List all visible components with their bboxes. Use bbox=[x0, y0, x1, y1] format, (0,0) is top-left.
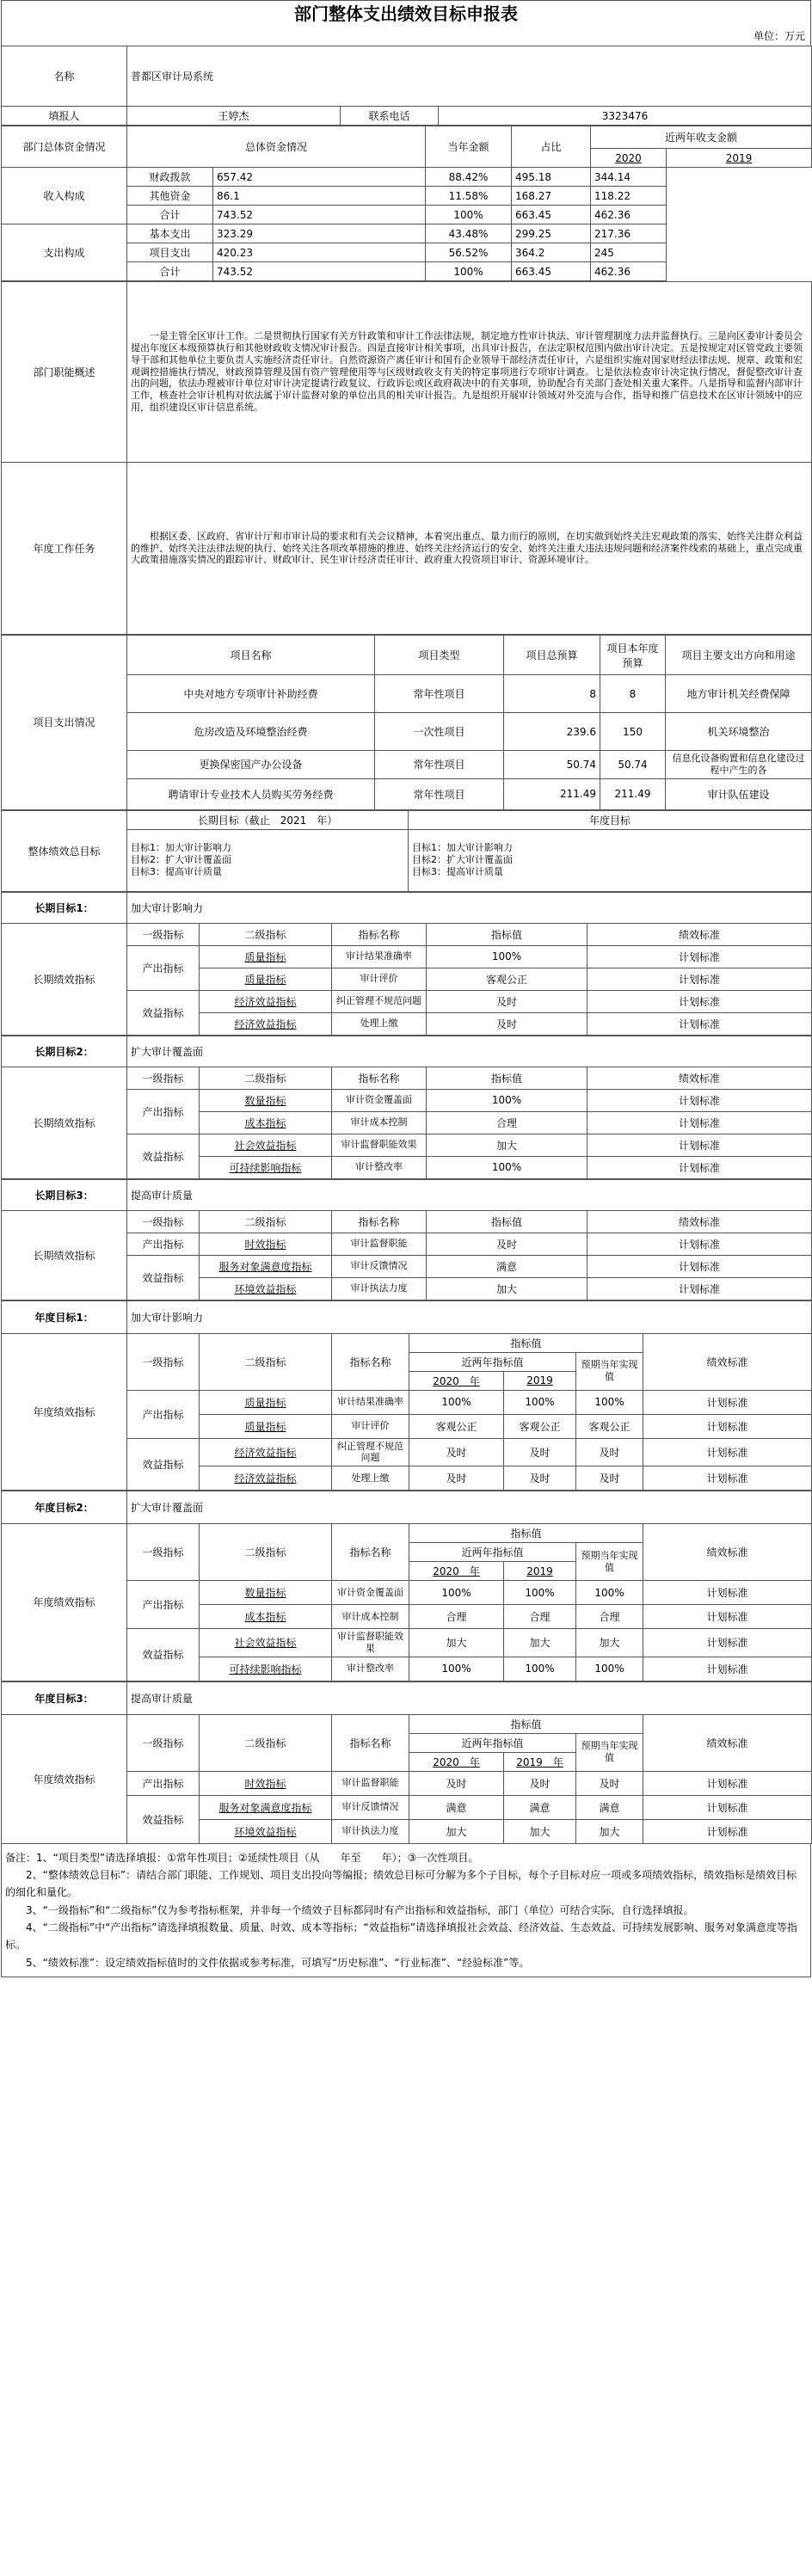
long-target-goal: 扩大审计覆盖面 bbox=[127, 1036, 812, 1067]
level2-indicator: 质量指标 bbox=[200, 968, 332, 990]
level2-indicator: 经济效益指标 bbox=[200, 990, 332, 1012]
expense-item-year1: 364.2 bbox=[512, 243, 591, 262]
long-header-name: 指标名称 bbox=[332, 1210, 427, 1233]
income-item-year1: 495.18 bbox=[512, 168, 591, 187]
long-goal-list bbox=[127, 829, 409, 891]
expense-item-ratio: 100% bbox=[426, 262, 512, 281]
indicator-value-y2: 及时 bbox=[504, 1438, 576, 1466]
year-target-goal: 提高审计质量 bbox=[127, 1681, 812, 1714]
funding-header-current: 当年金额 bbox=[426, 126, 512, 168]
performance-standard: 计划标准 bbox=[643, 1629, 812, 1657]
expense-item-year2: 217.36 bbox=[591, 224, 667, 243]
year-target-table bbox=[1, 1300, 812, 1491]
indicator-value-y1: 100% bbox=[409, 1390, 504, 1414]
level1-indicator: 效益指标 bbox=[127, 990, 200, 1035]
income-label: 收入构成 bbox=[2, 168, 127, 224]
year-header-recent: 近两年指标值 bbox=[409, 1543, 576, 1562]
year-targets-section bbox=[1, 1300, 811, 1844]
income-item-current: 657.42 bbox=[213, 168, 426, 187]
project-type: 常年性项目 bbox=[375, 778, 504, 809]
income-item-year2: 462.36 bbox=[591, 206, 667, 224]
indicator-expected: 及时 bbox=[576, 1438, 643, 1466]
name-value: 普都区审计局系统 bbox=[127, 46, 812, 107]
year-header-expect: 预期当年实现值 bbox=[576, 1543, 643, 1581]
expense-label: 支出构成 bbox=[2, 224, 127, 281]
level2-indicator: 服务对象满意度指标 bbox=[200, 1255, 332, 1277]
note-line: 4、“二级指标”中“产出指标”请选择填报数量、质量、时效、成本等指标；“效益指标”请选择填报社会效益、经济效益、生态效益、可持续发展影响、服务对象满意度等指标。 bbox=[5, 1921, 797, 1952]
year-header-y2: 2019 bbox=[504, 1371, 576, 1390]
year-goal-header: 年度目标 bbox=[409, 810, 812, 829]
project-use: 地方审计机关经费保障 bbox=[666, 675, 812, 713]
performance-standard: 计划标准 bbox=[587, 945, 812, 968]
level2-indicator: 质量指标 bbox=[200, 1390, 332, 1414]
duty-text: 一是主管全区审计工作。二是贯彻执行国家有关方针政策和审计工作法律法规，制定地方性审计执法、审计管理制度力法并监督执行。三是向区委审计委员会提出年度区本级预算执行和其他财政收支情况审计报告。四是直接审计相关事项，出具审计报告，在法定职权范围内做出审计决定。五是按规定对区管党政主要领导干部和其他单位主要负责人实施经济责任审计。自然资源资产离任审计和国有企业领导干部经济责任审计，六是组织实施对国家财经法律法规、规章、政策和宏观调控措施执行情况，财政预算管理及国有资产管理使用等与区级财政收支有关的特定事项进行专项审计调查。七是依法检查审计决定执行情况，督促整改审计查出的问题，依法办理被审计单位对审计决定提请行政复议、行政诉讼或区政府裁决中的有关事项，协助配合有关部门查处相关重大案件。八是指导和监督内部审计工作，核查社会审计机构对依法属于审计监督对象的单位出具的相关审计报告。九是组织开展审计领域对外交流与合作，指导和推广信息技术在区审计领域中的应用，组织建设区审计信息系统。 bbox=[127, 282, 812, 463]
indicator-expected: 满意 bbox=[576, 1795, 643, 1819]
indicator-value-y2: 客观公正 bbox=[504, 1414, 576, 1438]
note-line: 备注：1、“项目类型”请选择填报：①常年性项目；②延续性项目（从 年至 年）；③一次性项目。 bbox=[5, 1851, 479, 1864]
indicator-value-y2: 加大 bbox=[504, 1629, 576, 1657]
unit-label: 单位：万元 bbox=[1, 27, 811, 46]
year-goal-item: 目标1：加大审计影响力 bbox=[412, 842, 513, 854]
year-header-recent: 近两年指标值 bbox=[409, 1733, 576, 1752]
indicator-name: 审计资金覆盖面 bbox=[332, 1089, 427, 1111]
year-target-title: 年度目标2： bbox=[2, 1491, 127, 1524]
phone-value: 3323476 bbox=[439, 107, 812, 126]
long-target-goal: 提高审计质量 bbox=[127, 1179, 812, 1210]
indicator-value: 客观公正 bbox=[427, 968, 587, 990]
level2-indicator: 社会效益指标 bbox=[200, 1134, 332, 1156]
year-header-expect: 预期当年实现值 bbox=[576, 1733, 643, 1771]
project-total: 50.74 bbox=[504, 751, 600, 779]
level2-indicator: 可持续影响指标 bbox=[200, 1156, 332, 1178]
expense-item-current: 420.23 bbox=[213, 243, 426, 262]
level2-indicator: 环境效益指标 bbox=[200, 1277, 332, 1300]
year-header-y1: 2020 年 bbox=[409, 1371, 504, 1390]
income-item-ratio: 88.42% bbox=[426, 168, 512, 187]
indicator-name: 审计执法力度 bbox=[332, 1819, 409, 1843]
level2-indicator: 时效指标 bbox=[200, 1771, 332, 1795]
filler-label: 填报人 bbox=[2, 107, 127, 126]
indicator-value-y2: 及时 bbox=[504, 1771, 576, 1795]
long-target-title: 长期目标1： bbox=[2, 892, 127, 923]
year-header-std: 绩效标准 bbox=[643, 1524, 812, 1581]
indicator-name: 纠正管理不规范问题 bbox=[332, 1438, 409, 1466]
year-header-y2: 2019 bbox=[504, 1562, 576, 1581]
level2-indicator: 社会效益指标 bbox=[200, 1629, 332, 1657]
year-side-label: 年度绩效指标 bbox=[2, 1714, 127, 1843]
performance-standard: 计划标准 bbox=[587, 1255, 812, 1277]
name-label: 名称 bbox=[2, 46, 127, 107]
indicator-name: 审计成本控制 bbox=[332, 1111, 427, 1134]
projects-header-type: 项目类型 bbox=[375, 636, 504, 675]
indicator-value: 及时 bbox=[427, 1012, 587, 1035]
year-target-table bbox=[1, 1681, 812, 1844]
income-item-year2: 344.14 bbox=[591, 168, 667, 187]
indicator-value-y1: 100% bbox=[409, 1657, 504, 1681]
indicator-value-y1: 加大 bbox=[409, 1819, 504, 1843]
indicator-name: 审计成本控制 bbox=[332, 1605, 409, 1629]
duty-label: 部门职能概述 bbox=[2, 282, 127, 463]
long-header-level1: 一级指标 bbox=[127, 1067, 200, 1089]
indicator-name: 审计执法力度 bbox=[332, 1277, 427, 1300]
indicator-expected: 100% bbox=[576, 1657, 643, 1681]
long-target-table bbox=[1, 1036, 812, 1179]
indicator-value: 及时 bbox=[427, 990, 587, 1012]
notes-section bbox=[1, 1844, 811, 1978]
year-goal-item: 目标2：扩大审计覆盖面 bbox=[412, 854, 513, 866]
year-header-level2: 二级指标 bbox=[200, 1524, 332, 1581]
long-header-value: 指标值 bbox=[427, 923, 587, 945]
year-header-value: 指标值 bbox=[409, 1714, 643, 1733]
duty-table bbox=[1, 281, 812, 635]
level2-indicator: 经济效益指标 bbox=[200, 1466, 332, 1491]
funding-year1: 2020 bbox=[591, 149, 667, 168]
level2-indicator: 数量指标 bbox=[200, 1089, 332, 1111]
indicator-value: 满意 bbox=[427, 1255, 587, 1277]
year-header-name: 指标名称 bbox=[332, 1524, 409, 1581]
year-header-value: 指标值 bbox=[409, 1524, 643, 1543]
project-year: 211.49 bbox=[600, 778, 666, 809]
long-target-goal: 加大审计影响力 bbox=[127, 892, 812, 923]
performance-standard: 计划标准 bbox=[643, 1795, 812, 1819]
year-header-std: 绩效标准 bbox=[643, 1714, 812, 1771]
level2-indicator: 服务对象满意度指标 bbox=[200, 1795, 332, 1819]
form-page bbox=[1, 0, 811, 1977]
indicator-expected: 100% bbox=[576, 1581, 643, 1605]
long-header-value: 指标值 bbox=[427, 1210, 587, 1233]
level1-indicator: 产出指标 bbox=[127, 1771, 200, 1795]
long-target-title: 长期目标2： bbox=[2, 1036, 127, 1067]
projects-header-name: 项目名称 bbox=[127, 636, 375, 675]
performance-standard: 计划标准 bbox=[587, 1277, 812, 1300]
long-header-level1: 一级指标 bbox=[127, 1210, 200, 1233]
projects-header-total: 项目总预算 bbox=[504, 636, 600, 675]
year-header-expect: 预期当年实现值 bbox=[576, 1352, 643, 1390]
indicator-value-y2: 满意 bbox=[504, 1795, 576, 1819]
level2-indicator: 质量指标 bbox=[200, 1414, 332, 1438]
performance-standard: 计划标准 bbox=[587, 1233, 812, 1255]
annual-task-label: 年度工作任务 bbox=[2, 463, 127, 635]
indicator-value-y2: 100% bbox=[504, 1581, 576, 1605]
project-use: 审计队伍建设 bbox=[666, 778, 812, 809]
indicator-value: 加大 bbox=[427, 1277, 587, 1300]
performance-standard: 计划标准 bbox=[587, 1134, 812, 1156]
year-header-name: 指标名称 bbox=[332, 1714, 409, 1771]
performance-standard: 计划标准 bbox=[587, 968, 812, 990]
long-header-std: 绩效标准 bbox=[587, 1210, 812, 1233]
indicator-value-y1: 加大 bbox=[409, 1629, 504, 1657]
indicator-name: 审计反馈情况 bbox=[332, 1795, 409, 1819]
indicator-value-y2: 合理 bbox=[504, 1605, 576, 1629]
performance-standard: 计划标准 bbox=[643, 1657, 812, 1681]
performance-standard: 计划标准 bbox=[643, 1819, 812, 1843]
indicator-value-y2: 及时 bbox=[504, 1466, 576, 1491]
year-header-y1: 2020 年 bbox=[409, 1752, 504, 1771]
long-header-name: 指标名称 bbox=[332, 923, 427, 945]
year-header-level2: 二级指标 bbox=[200, 1714, 332, 1771]
indicator-name: 审计结果准确率 bbox=[332, 945, 427, 968]
indicator-name: 审计整改率 bbox=[332, 1657, 409, 1681]
long-side-label: 长期绩效指标 bbox=[2, 1210, 127, 1300]
year-header-value: 指标值 bbox=[409, 1333, 643, 1352]
indicator-name: 审计整改率 bbox=[332, 1156, 427, 1178]
basic-info-table bbox=[1, 46, 812, 126]
indicator-name: 处理上缴 bbox=[332, 1466, 409, 1491]
indicator-name: 审计监督职能效果 bbox=[332, 1629, 409, 1657]
indicator-name: 审计结果准确率 bbox=[332, 1390, 409, 1414]
year-header-recent: 近两年指标值 bbox=[409, 1352, 576, 1371]
annual-task-text: 根据区委、区政府、省审计厅和市审计局的要求和有关会议精神，本着突出重点、量力而行的原则，在切实做到始终关注宏观政策的落实、始终关注群众利益的维护、始终关注法律法规的执行、始终关注各项改革措施的推进、始终关注经济运行的安全、始终关注重大违法违规问题和经济案件线索的基础上，重点完成重大政策措施落实情况的跟踪审计、财政审计、民生审计经济责任审计、政府重大投资项目审计、资源环境审计。 bbox=[127, 463, 812, 635]
expense-item-current: 323.29 bbox=[213, 224, 426, 243]
indicator-name: 审计资金覆盖面 bbox=[332, 1581, 409, 1605]
indicator-name: 处理上缴 bbox=[332, 1012, 427, 1035]
indicator-value-y1: 合理 bbox=[409, 1605, 504, 1629]
long-header-std: 绩效标准 bbox=[587, 1067, 812, 1089]
long-target-title: 长期目标3： bbox=[2, 1179, 127, 1210]
note-line: 2、“整体绩效总目标”：请结合部门职能、工作规划、项目支出投向等编报；绩效总目标可分解为多个子目标，每个子目标对应一项或多项绩效指标，绩效指标是绩效目标的细化和量化。 bbox=[5, 1868, 797, 1899]
indicator-expected: 客观公正 bbox=[576, 1414, 643, 1438]
level2-indicator: 环境效益指标 bbox=[200, 1819, 332, 1843]
level2-indicator: 经济效益指标 bbox=[200, 1012, 332, 1035]
year-header-name: 指标名称 bbox=[332, 1333, 409, 1390]
indicator-value: 加大 bbox=[427, 1134, 587, 1156]
project-total: 8 bbox=[504, 675, 600, 713]
level1-indicator: 效益指标 bbox=[127, 1255, 200, 1300]
project-total: 211.49 bbox=[504, 778, 600, 809]
level1-indicator: 效益指标 bbox=[127, 1438, 200, 1491]
performance-standard: 计划标准 bbox=[643, 1390, 812, 1414]
indicator-expected: 加大 bbox=[576, 1819, 643, 1843]
project-year: 50.74 bbox=[600, 751, 666, 779]
income-item-year1: 663.45 bbox=[512, 206, 591, 224]
year-target-goal: 加大审计影响力 bbox=[127, 1300, 812, 1333]
level1-indicator: 效益指标 bbox=[127, 1795, 200, 1843]
project-year: 8 bbox=[600, 675, 666, 713]
level1-indicator: 产出指标 bbox=[127, 945, 200, 990]
indicator-value-y1: 满意 bbox=[409, 1795, 504, 1819]
year-header-y2: 2019 年 bbox=[504, 1752, 576, 1771]
indicator-expected: 加大 bbox=[576, 1629, 643, 1657]
year-target-goal: 扩大审计覆盖面 bbox=[127, 1491, 812, 1524]
project-total: 239.6 bbox=[504, 713, 600, 751]
income-item-name: 其他资金 bbox=[127, 187, 213, 206]
funding-header-recent: 近两年收支金额 bbox=[591, 126, 812, 149]
overall-goals-table bbox=[1, 810, 812, 892]
overall-goals-label: 整体绩效总目标 bbox=[2, 810, 127, 891]
expense-item-year1: 299.25 bbox=[512, 224, 591, 243]
filler-value: 王婷杰 bbox=[127, 107, 341, 126]
indicator-name: 审计评价 bbox=[332, 968, 427, 990]
indicator-value-y1: 及时 bbox=[409, 1438, 504, 1466]
level1-indicator: 产出指标 bbox=[127, 1089, 200, 1134]
long-side-label: 长期绩效指标 bbox=[2, 923, 127, 1035]
year-side-label: 年度绩效指标 bbox=[2, 1524, 127, 1681]
indicator-value: 及时 bbox=[427, 1233, 587, 1255]
income-item-current: 743.52 bbox=[213, 206, 426, 224]
performance-standard: 计划标准 bbox=[587, 1156, 812, 1178]
indicator-value-y1: 客观公正 bbox=[409, 1414, 504, 1438]
long-header-level2: 二级指标 bbox=[200, 1210, 332, 1233]
note-line: 5、“绩效标准”：设定绩效指标值时的文件依据或参考标准，可填写“历史标准”、“行业标准”、“经验标准”等。 bbox=[5, 1956, 530, 1969]
income-item-name: 合计 bbox=[127, 206, 213, 224]
level1-indicator: 效益指标 bbox=[127, 1134, 200, 1178]
indicator-name: 审计评价 bbox=[332, 1414, 409, 1438]
level2-indicator: 质量指标 bbox=[200, 945, 332, 968]
level2-indicator: 成本指标 bbox=[200, 1605, 332, 1629]
year-header-level1: 一级指标 bbox=[127, 1524, 200, 1581]
performance-standard: 计划标准 bbox=[587, 1089, 812, 1111]
indicator-value: 100% bbox=[427, 1156, 587, 1178]
indicator-name: 审计监督职能 bbox=[332, 1233, 427, 1255]
long-header-level1: 一级指标 bbox=[127, 923, 200, 945]
expense-item-ratio: 43.48% bbox=[426, 224, 512, 243]
funding-header-ratio: 占比 bbox=[512, 126, 591, 168]
project-type: 常年性项目 bbox=[375, 675, 504, 713]
long-header-level2: 二级指标 bbox=[200, 1067, 332, 1089]
phone-label: 联系电话 bbox=[341, 107, 439, 126]
long-header-name: 指标名称 bbox=[332, 1067, 427, 1089]
funding-section-label: 部门总体资金情况 bbox=[2, 126, 127, 168]
projects-label: 项目支出情况 bbox=[2, 636, 127, 810]
projects-header-year: 项目本年度预算 bbox=[600, 636, 666, 675]
long-side-label: 长期绩效指标 bbox=[2, 1067, 127, 1178]
long-goal-item: 目标1：加大审计影响力 bbox=[131, 842, 231, 854]
long-goal-item: 目标2：扩大审计覆盖面 bbox=[131, 854, 231, 866]
level2-indicator: 时效指标 bbox=[200, 1233, 332, 1255]
expense-item-year2: 462.36 bbox=[591, 262, 667, 281]
indicator-expected: 100% bbox=[576, 1390, 643, 1414]
level1-indicator: 产出指标 bbox=[127, 1233, 200, 1255]
long-target-table bbox=[1, 1179, 812, 1300]
level1-indicator: 产出指标 bbox=[127, 1390, 200, 1438]
long-targets-section bbox=[1, 892, 811, 1300]
performance-standard: 计划标准 bbox=[587, 1012, 812, 1035]
performance-standard: 计划标准 bbox=[643, 1438, 812, 1466]
year-header-level2: 二级指标 bbox=[200, 1333, 332, 1390]
projects-header-use: 项目主要支出方向和用途 bbox=[666, 636, 812, 675]
performance-standard: 计划标准 bbox=[643, 1414, 812, 1438]
project-name: 中央对地方专项审计补助经费 bbox=[127, 675, 375, 713]
indicator-value-y1: 及时 bbox=[409, 1771, 504, 1795]
income-item-name: 财政拨款 bbox=[127, 168, 213, 187]
indicator-value: 合理 bbox=[427, 1111, 587, 1134]
level1-indicator: 产出指标 bbox=[127, 1581, 200, 1629]
year-header-level1: 一级指标 bbox=[127, 1714, 200, 1771]
projects-table bbox=[1, 635, 812, 810]
long-header-level2: 二级指标 bbox=[200, 923, 332, 945]
year-target-table bbox=[1, 1491, 812, 1681]
project-type: 一次性项目 bbox=[375, 713, 504, 751]
year-target-title: 年度目标3： bbox=[2, 1681, 127, 1714]
indicator-expected: 及时 bbox=[576, 1466, 643, 1491]
performance-standard: 计划标准 bbox=[643, 1605, 812, 1629]
indicator-expected: 及时 bbox=[576, 1771, 643, 1795]
income-item-year2: 118.22 bbox=[591, 187, 667, 206]
year-header-y1: 2020 年 bbox=[409, 1562, 504, 1581]
project-use: 信息化设备购置和信息化建设过程中产生的各 bbox=[666, 751, 812, 779]
long-header-value: 指标值 bbox=[427, 1067, 587, 1089]
year-header-std: 绩效标准 bbox=[643, 1333, 812, 1390]
funding-year2: 2019 bbox=[667, 149, 812, 168]
performance-standard: 计划标准 bbox=[587, 1111, 812, 1134]
indicator-name: 审计监督职能 bbox=[332, 1771, 409, 1795]
performance-standard: 计划标准 bbox=[643, 1581, 812, 1605]
long-header-std: 绩效标准 bbox=[587, 923, 812, 945]
income-item-year1: 168.27 bbox=[512, 187, 591, 206]
expense-item-name: 基本支出 bbox=[127, 224, 213, 243]
year-goal-item: 目标3：提高审计质量 bbox=[412, 865, 503, 877]
expense-item-ratio: 56.52% bbox=[426, 243, 512, 262]
project-year: 150 bbox=[600, 713, 666, 751]
project-name: 聘请审计专业技术人员购买劳务经费 bbox=[127, 778, 375, 809]
funding-header-total: 总体资金情况 bbox=[127, 126, 426, 168]
indicator-value-y2: 100% bbox=[504, 1390, 576, 1414]
long-goal-item: 目标3：提高审计质量 bbox=[131, 865, 222, 877]
page-title: 部门整体支出绩效目标申报表 bbox=[1, 0, 811, 27]
indicator-name: 审计反馈情况 bbox=[332, 1255, 427, 1277]
indicator-value-y1: 100% bbox=[409, 1581, 504, 1605]
expense-item-year2: 245 bbox=[591, 243, 667, 262]
project-use: 机关环境整治 bbox=[666, 713, 812, 751]
expense-item-year1: 663.45 bbox=[512, 262, 591, 281]
performance-standard: 计划标准 bbox=[643, 1771, 812, 1795]
indicator-value: 100% bbox=[427, 945, 587, 968]
performance-standard: 计划标准 bbox=[587, 990, 812, 1012]
expense-item-name: 合计 bbox=[127, 262, 213, 281]
indicator-value: 100% bbox=[427, 1089, 587, 1111]
indicator-name: 审计监督职能效果 bbox=[332, 1134, 427, 1156]
year-side-label: 年度绩效指标 bbox=[2, 1333, 127, 1491]
indicator-value-y2: 100% bbox=[504, 1657, 576, 1681]
project-type: 常年性项目 bbox=[375, 751, 504, 779]
expense-item-name: 项目支出 bbox=[127, 243, 213, 262]
project-name: 更换保密国产办公设备 bbox=[127, 751, 375, 779]
indicator-value-y1: 及时 bbox=[409, 1466, 504, 1491]
income-item-current: 86.1 bbox=[213, 187, 426, 206]
expense-item-current: 743.52 bbox=[213, 262, 426, 281]
year-header-level1: 一级指标 bbox=[127, 1333, 200, 1390]
indicator-name: 纠正管理不规范问题 bbox=[332, 990, 427, 1012]
year-goal-list bbox=[409, 829, 812, 891]
year-target-title: 年度目标1： bbox=[2, 1300, 127, 1333]
level2-indicator: 可持续影响指标 bbox=[200, 1657, 332, 1681]
indicator-expected: 合理 bbox=[576, 1605, 643, 1629]
long-goal-header: 长期目标（截止 2021 年） bbox=[127, 810, 409, 829]
income-item-ratio: 100% bbox=[426, 206, 512, 224]
level2-indicator: 成本指标 bbox=[200, 1111, 332, 1134]
income-item-ratio: 11.58% bbox=[426, 187, 512, 206]
indicator-value-y2: 加大 bbox=[504, 1819, 576, 1843]
performance-standard: 计划标准 bbox=[643, 1466, 812, 1491]
level2-indicator: 经济效益指标 bbox=[200, 1438, 332, 1466]
level1-indicator: 效益指标 bbox=[127, 1629, 200, 1681]
long-target-table bbox=[1, 892, 812, 1036]
funding-table bbox=[1, 126, 812, 281]
note-line: 3、“一级指标”和“二级指标”仅为参考指标框架，并非每一个绩效子目标都同时有产出指标和效益指标，部门（单位）可结合实际，自行选择填报。 bbox=[5, 1903, 694, 1916]
project-name: 危房改造及环境整治经费 bbox=[127, 713, 375, 751]
level2-indicator: 数量指标 bbox=[200, 1581, 332, 1605]
